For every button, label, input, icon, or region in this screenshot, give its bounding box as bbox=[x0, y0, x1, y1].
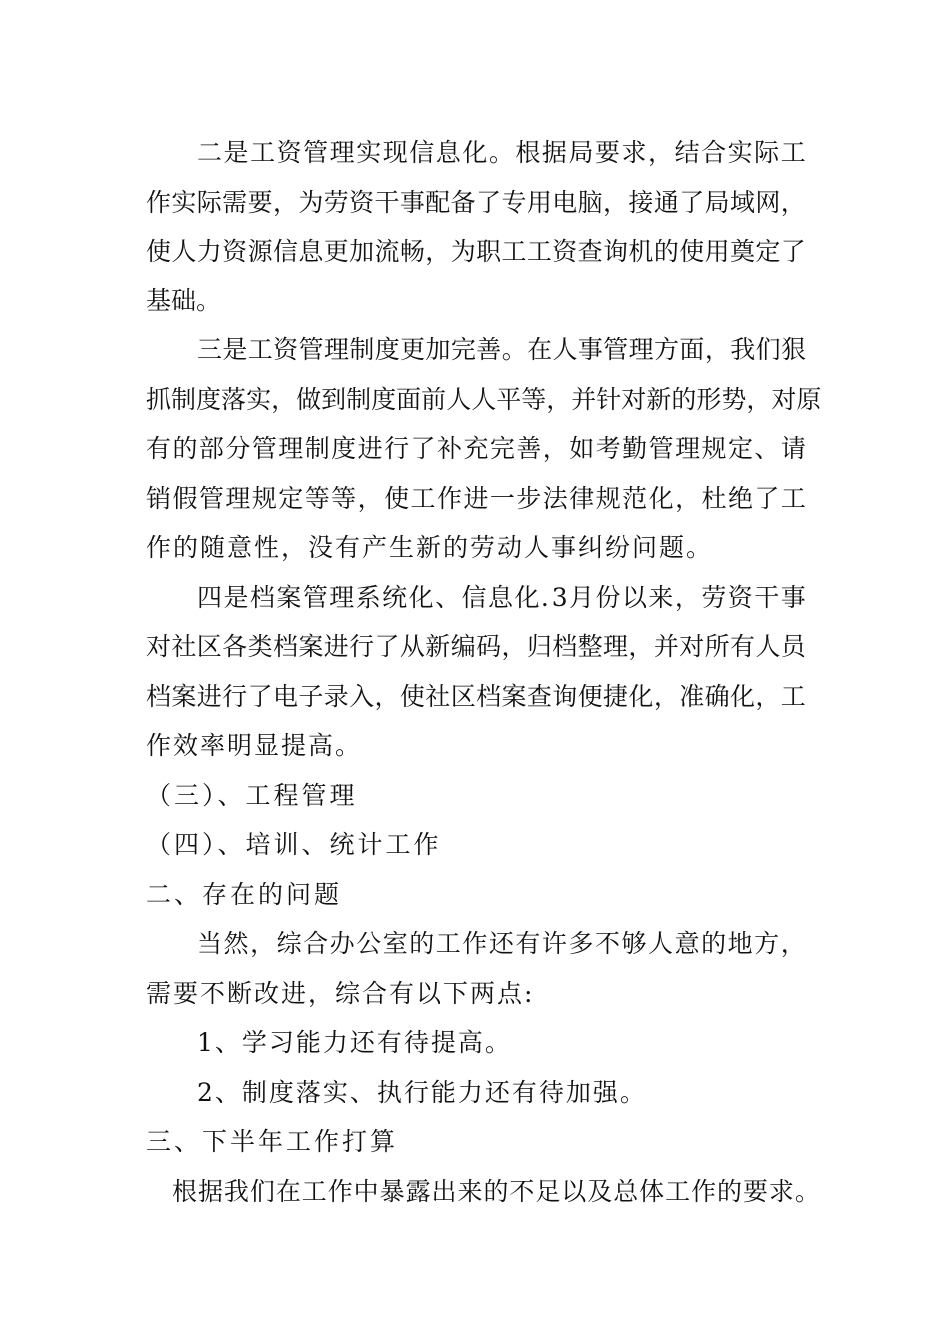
paragraph-line: 当 然 ， 综 合 办 公 室 的 工 作 还 有 许 多 不 够 人 意 的 地 方 ， bbox=[197, 929, 806, 958]
section-heading: （四）、培训、统计工作 bbox=[146, 830, 442, 859]
paragraph-line: 使 人 力 资 源 信 息 更 加 流 畅 ， 为 职 工 工 资 查 询 机 的 使 用 奠 定 了 bbox=[146, 237, 806, 266]
paragraph-line: 抓 制 度 落 实 ， 做 到 制 度 面 前 人 人 平 等 ， 并 针 对 新 的 形 势 ， 对 原 bbox=[146, 385, 822, 414]
paragraph-line: 四 是 档 案 管 理 系 统 化 、 信 息 化 . 3 月 份 以 来 ， 劳 资 干 事 bbox=[197, 583, 806, 612]
section-heading: 二、存在的问题 bbox=[146, 880, 343, 909]
paragraph-line: 对 社 区 各 类 档 案 进 行 了 从 新 编 码 ， 归 档 整 理 ， 并 对 所 有 人 员 bbox=[146, 632, 806, 661]
section-heading: （三）、工程管理 bbox=[146, 781, 358, 810]
paragraph-line: 需要不断改进，综合有以下两点: bbox=[146, 979, 535, 1008]
paragraph-line: 三 是 工 资 管 理 制 度 更 加 完 善 。 在 人 事 管 理 方 面 ， 我 们 狠 bbox=[197, 335, 806, 364]
paragraph-line: 二 是 工 资 管 理 实 现 信 息 化 。 根 据 局 要 求 ， 结 合 实 际 工 bbox=[197, 138, 806, 167]
paragraph-line: 有 的 部 分 管 理 制 度 进 行 了 补 充 完 善 ， 如 考 勤 管 理 规 定 、 请 bbox=[146, 434, 806, 463]
list-item: 2、制度落实、执行能力还有待加强。 bbox=[197, 1078, 647, 1107]
section-heading: 三、下半年工作打算 bbox=[146, 1127, 399, 1156]
paragraph-line: 销 假 管 理 规 定 等 等 ， 使 工 作 进 一 步 法 律 规 范 化 ， 杜 绝 了 工 bbox=[146, 484, 806, 513]
paragraph-line: 基础。 bbox=[146, 286, 222, 315]
paragraph-line: 档 案 进 行 了 电 子 录 入 ， 使 社 区 档 案 查 询 便 捷 化 ， 准 确 化 ， 工 bbox=[146, 682, 806, 711]
paragraph-line: 根 据 我 们 在 工 作 中 暴 露 出 来 的 不 足 以 及 总 体 工 作 的 要 求 。 bbox=[172, 1177, 820, 1206]
paragraph-line: 作效率明显提高。 bbox=[146, 731, 363, 760]
paragraph-line: 作 实 际 需 要 ， 为 劳 资 干 事 配 备 了 专 用 电 脑 ， 接 通 了 局 域 网 ， bbox=[146, 188, 806, 217]
paragraph-line: 作的随意性，没有产生新的劳动人事纠纷问题。 bbox=[146, 533, 714, 562]
list-item: 1、学习能力还有待提高。 bbox=[197, 1028, 512, 1057]
